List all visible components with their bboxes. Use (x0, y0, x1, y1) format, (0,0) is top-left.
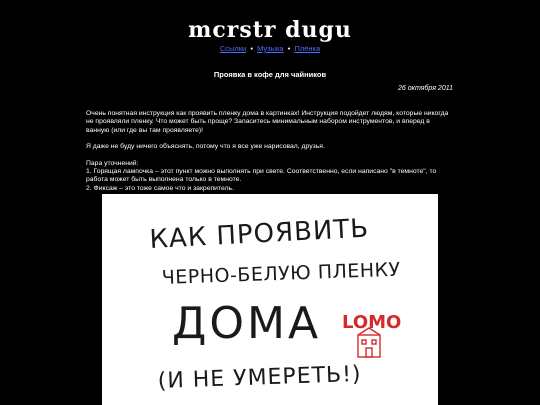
notes-header: Пара уточнений: (86, 159, 139, 167)
nav-link-links[interactable]: Ссылки (219, 44, 247, 53)
lomo-brand: LOMO (342, 312, 402, 333)
post-date: 26 октября 2011 (398, 85, 453, 92)
post-illustration[interactable] (102, 194, 438, 405)
site-title[interactable]: mcrstr dugu (188, 17, 352, 43)
note-item: 1. Горящая лампочка – этот пункт можно выполнять при свете. Соответственно, если написано "в темноте", то работа может быть выполнена только в темноте. (86, 168, 437, 184)
nav-separator: • (250, 44, 253, 53)
illustration-line-2: ЧЕРНО-БЕЛУЮ ПЛЕНКУ (161, 258, 402, 289)
illustration-svg (102, 194, 438, 405)
illustration-line-1: КАК ПРОЯВИТЬ (148, 213, 370, 255)
nav-link-film[interactable]: Плёнка (294, 44, 321, 53)
post-paragraph: Очень понятная инструкция как проявить пленку дома в картинках! Инструкция подойдет людям, которые никогда не проявляли пленку. Что может быть проще? Запаситесь минимальным набором инструментов, и вперед в ванную (или где вы там проявляете)! (86, 110, 449, 134)
illustration-line-3: ДОМА (172, 298, 322, 349)
post-content (86, 110, 454, 193)
note-item: 2. Фиксаж – это тоже самое что и закрепитель. (86, 184, 234, 192)
illustration-line-4: (И НЕ УМЕРЕТЬ!) (157, 361, 362, 394)
post-title[interactable]: Проявка в кофе для чайников (213, 70, 327, 79)
nav-bar (0, 44, 540, 53)
nav-separator: • (287, 44, 291, 53)
nav-link-music[interactable]: Музыка (257, 44, 284, 53)
post-paragraph: Я даже не буду ничего объяснять, потому что я все уже нарисовал, друзья. (86, 143, 325, 151)
